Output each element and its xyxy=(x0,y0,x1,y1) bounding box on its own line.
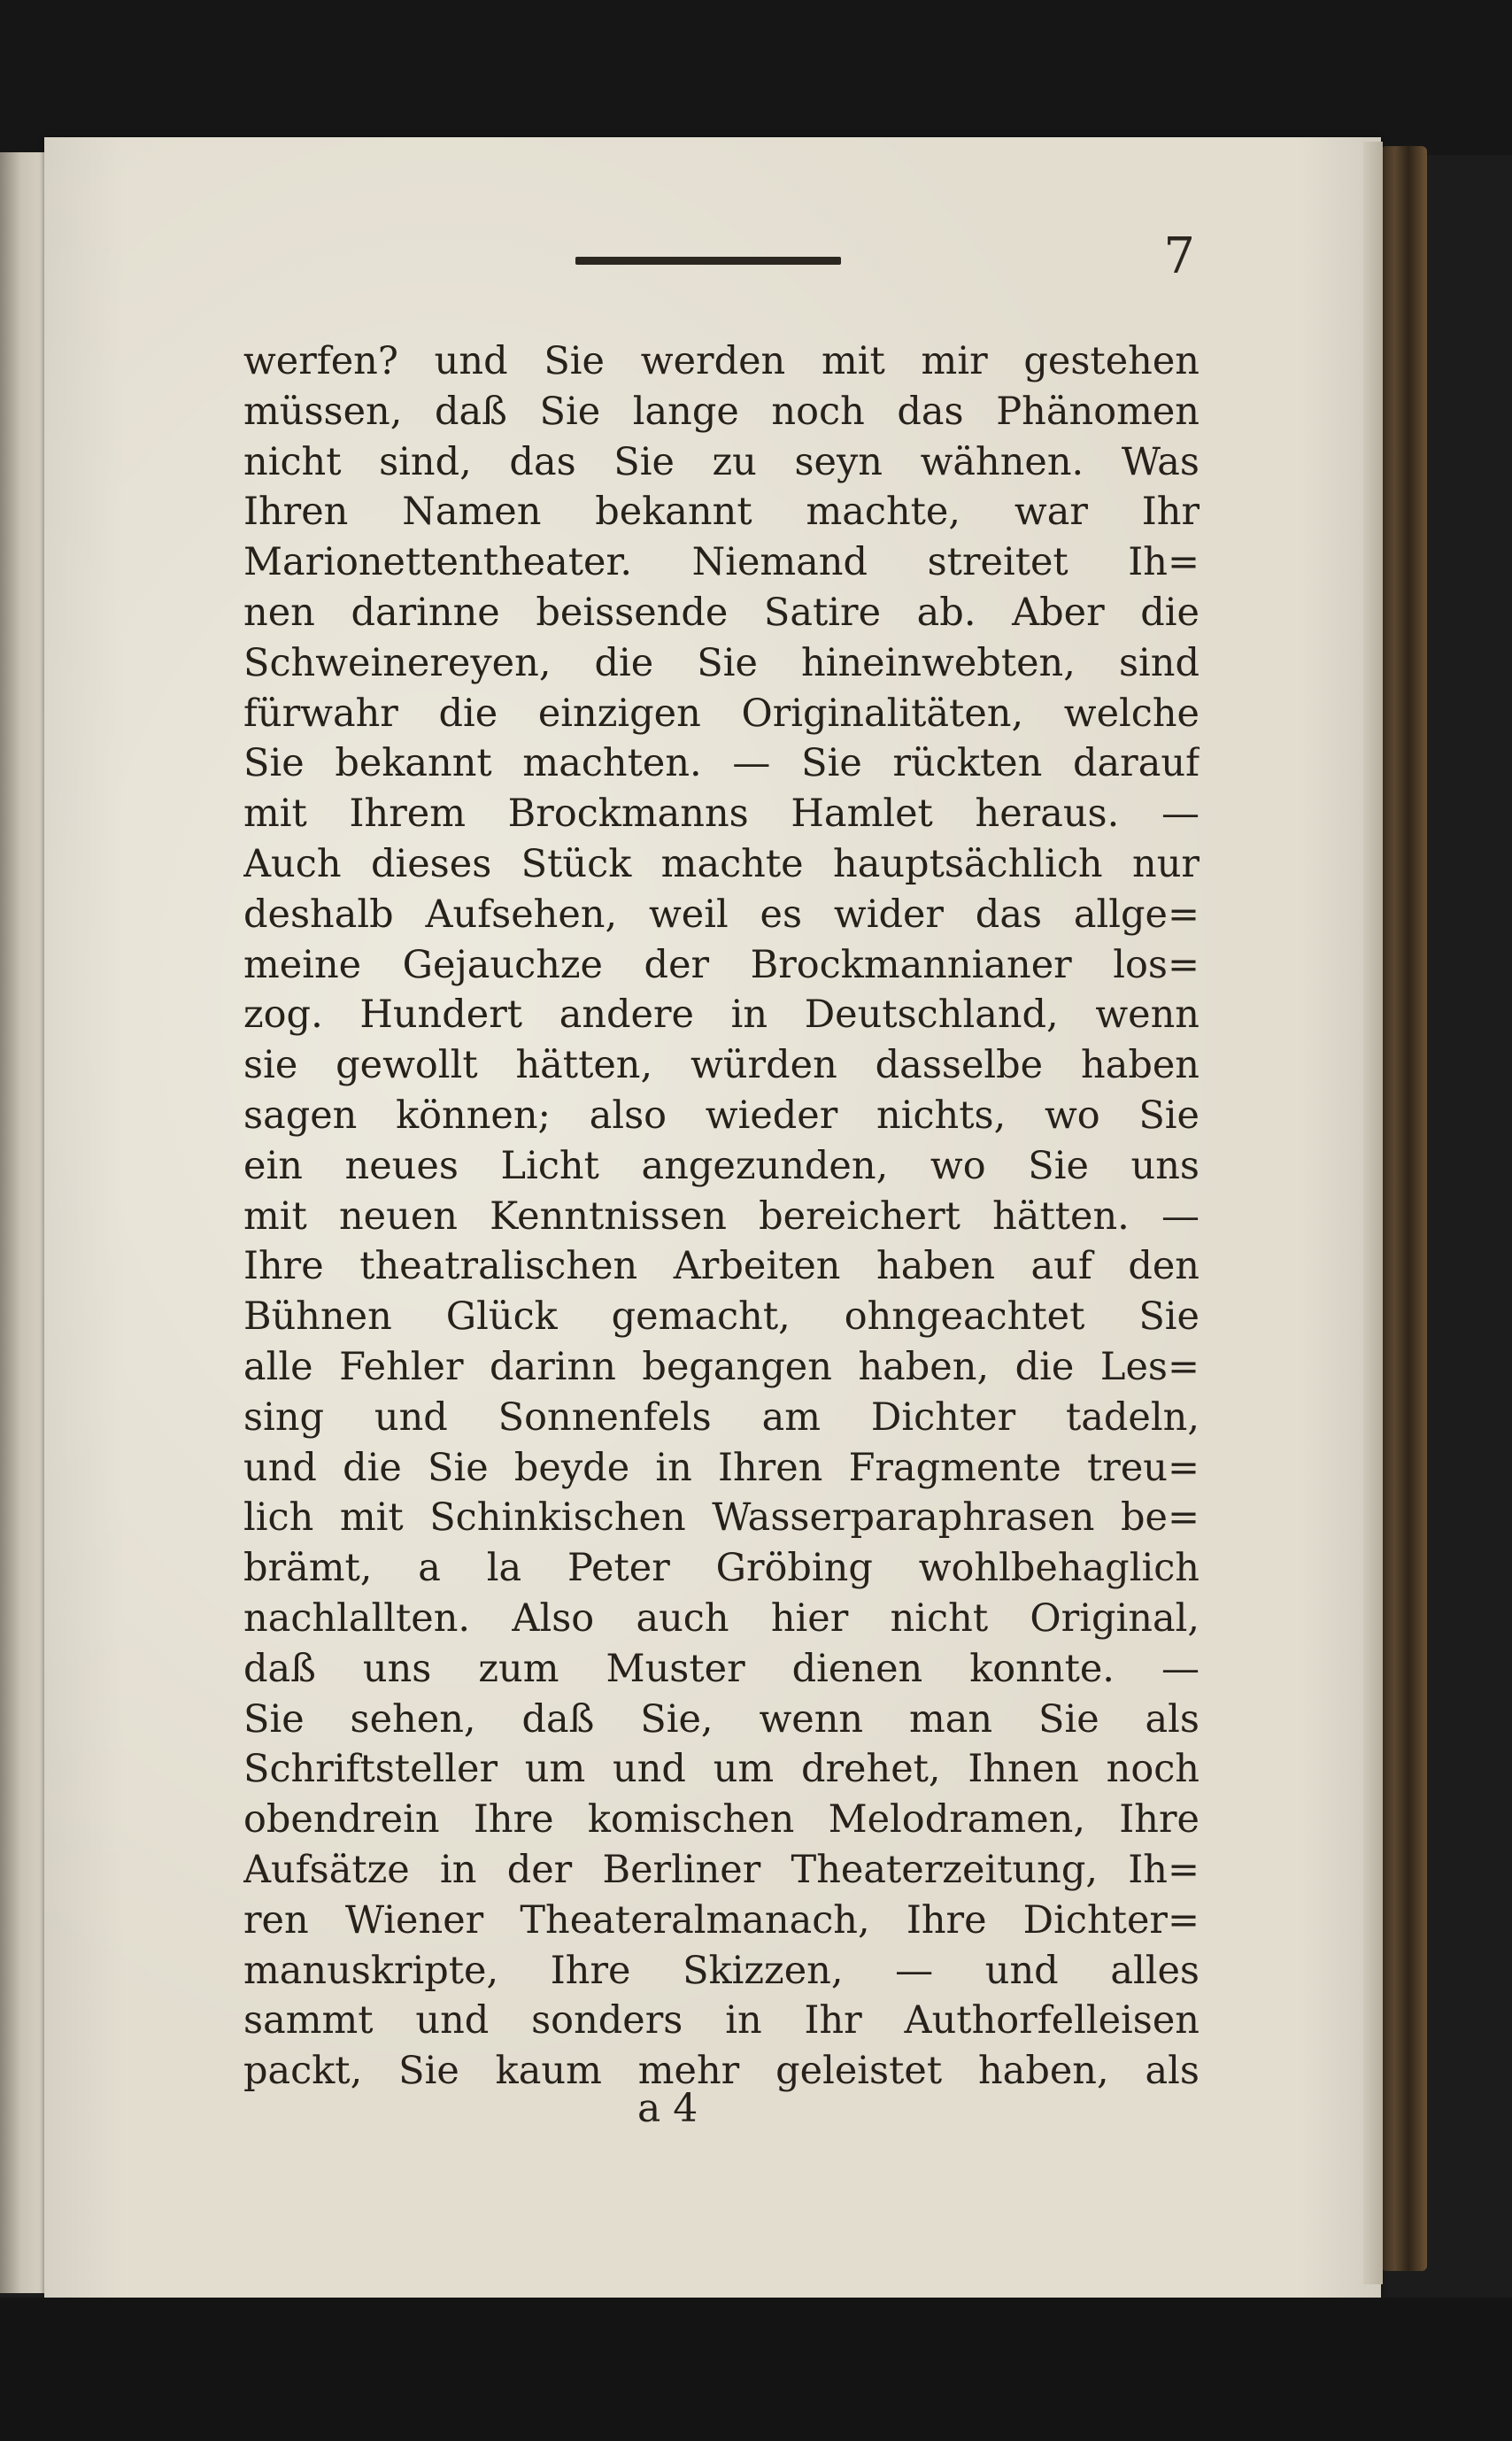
text-line: Schriftsteller um und um drehet, Ihnen noch xyxy=(243,1747,1200,1792)
text-line: manuskripte, Ihre Skizzen, — und alles xyxy=(243,1948,1200,1993)
body-text xyxy=(243,336,1200,2098)
text-line: brämt, a la Peter Gröbing wohlbehaglich xyxy=(243,1546,1200,1591)
book-cover-edge xyxy=(1381,146,1427,2271)
text-line: ren Wiener Theateralmanach, Ihre Dichter= xyxy=(243,1897,1200,1943)
text-line: fürwahr die einzigen Originalitäten, welche xyxy=(243,691,1200,736)
text-line: Sie bekannt machten. — Sie rückten darauf xyxy=(243,741,1200,786)
text-line: mit neuen Kenntnissen bereichert hätten. — xyxy=(243,1193,1200,1239)
text-line: ein neues Licht angezunden, wo Sie uns xyxy=(243,1143,1200,1188)
text-line: nicht sind, das Sie zu seyn wähnen. Was xyxy=(243,439,1200,484)
text-line: mit Ihrem Brockmanns Hamlet heraus. — xyxy=(243,792,1200,837)
text-line: werfen? und Sie werden mit mir gestehen xyxy=(243,339,1200,383)
text-line: daß uns zum Muster dienen konnte. — xyxy=(243,1646,1200,1691)
text-line: Ihren Namen bekannt machte, war Ihr xyxy=(243,490,1200,535)
text-line: zog. Hundert andere in Deutschland, wenn xyxy=(243,993,1200,1038)
text-line: Bühnen Glück gemacht, ohngeachtet Sie xyxy=(243,1294,1200,1340)
text-line: nen darinne beissende Satire ab. Aber die xyxy=(243,590,1200,635)
text-line: nachlallten. Also auch hier nicht Original, xyxy=(243,1595,1200,1641)
text-line: sing und Sonnenfels am Dichter tadeln, xyxy=(243,1394,1200,1440)
text-line: müssen, daß Sie lange noch das Phänomen xyxy=(243,389,1200,434)
text-line: sammt und sonders in Ihr Authorfelleisen xyxy=(243,1998,1200,2043)
text-line: sie gewollt hätten, würden dasselbe haben xyxy=(243,1043,1200,1088)
text-line: Auch dieses Stück machte hauptsächlich nur xyxy=(243,841,1200,886)
text-line: Schweinereyen, die Sie hineinwebten, sind xyxy=(243,640,1200,685)
text-line: packt, Sie kaum mehr geleistet haben, als xyxy=(243,2049,1200,2094)
text-line: Marionettentheater. Niemand streitet Ih= xyxy=(243,540,1200,585)
header-rule xyxy=(575,257,841,265)
text-line: sagen können; also wieder nichts, wo Sie xyxy=(243,1093,1200,1138)
text-line: Ihre theatralischen Arbeiten haben auf den xyxy=(243,1244,1200,1289)
text-line: deshalb Aufsehen, weil es wider das allge= xyxy=(243,892,1200,937)
page-stack-edge xyxy=(1363,142,1383,2284)
text-line: Sie sehen, daß Sie, wenn man Sie als xyxy=(243,1696,1200,1742)
text-line: obendrein Ihre komischen Melodramen, Ihre xyxy=(243,1797,1200,1842)
page-number: 7 xyxy=(1163,228,1195,285)
text-line: meine Gejauchze der Brockmannianer los= xyxy=(243,942,1200,987)
text-line: Aufsätze in der Berliner Theaterzeitung, Ih= xyxy=(243,1847,1200,1892)
signature-mark: a 4 xyxy=(637,2086,698,2131)
left-page-edge xyxy=(0,152,48,2293)
text-line: lich mit Schinkischen Wasserparaphrasen be= xyxy=(243,1495,1200,1541)
text-line: und die Sie beyde in Ihren Fragmente treu= xyxy=(243,1445,1200,1490)
background-bottom xyxy=(0,2298,1512,2441)
background-top xyxy=(0,0,1512,155)
text-line: alle Fehler darinn begangen haben, die Les= xyxy=(243,1344,1200,1389)
